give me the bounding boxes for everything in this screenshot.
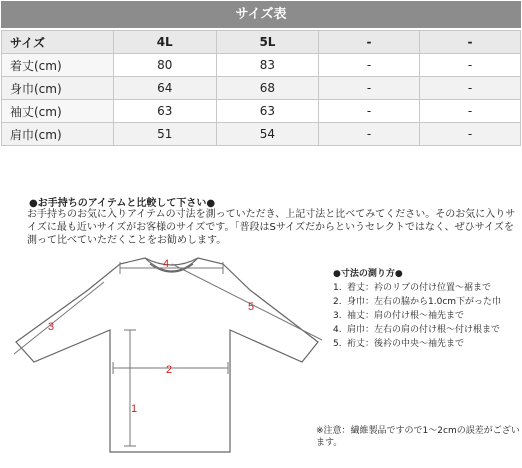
table-cell: 63: [216, 100, 318, 123]
measurement-guide-list: [333, 282, 519, 350]
label-body-length: 1: [131, 403, 138, 415]
table-cell: -: [420, 54, 521, 77]
item-text: 身巾：左右の脇から1.0cm下がった巾: [347, 297, 502, 307]
item-text: 肩巾：左右の肩の付け根〜付け根まで: [347, 325, 501, 335]
table-cell: 51: [113, 123, 216, 146]
table-cell: 80: [113, 54, 216, 77]
tolerance-note: ※注意：繊維製品ですので1〜2cmの誤差がございます。: [316, 426, 520, 448]
item-text: 裄丈：後衿の中央〜袖先まで: [347, 339, 465, 349]
garment-measurement-diagram: [0, 250, 330, 468]
table-cell: -: [420, 100, 521, 123]
item-text: 袖丈：肩の付け根〜袖先まで: [347, 311, 465, 321]
list-item: [333, 338, 519, 350]
table-cell: -: [319, 123, 420, 146]
item-text: 着丈：衿のリブの付け位置〜裾まで: [347, 283, 492, 293]
label-sleeve-length: 3: [48, 321, 55, 333]
list-item: [333, 282, 519, 294]
table-cell: -: [420, 77, 521, 100]
measurement-guide: [333, 268, 519, 352]
table-cell: -: [319, 77, 420, 100]
table-cell: 54: [216, 123, 318, 146]
size-table-header-row: [2, 31, 521, 54]
table-cell: 68: [216, 77, 318, 100]
item-number: 4.: [333, 325, 342, 335]
compare-heading: ●お手持ちのアイテムと比較して下さい●: [29, 198, 216, 209]
item-number: 5.: [333, 339, 342, 349]
table-row-label: 袖丈(cm): [2, 100, 114, 123]
yuki-length-line: [172, 264, 322, 340]
table-row: [2, 123, 521, 146]
table-cell: 83: [216, 54, 318, 77]
item-number: 2.: [333, 297, 342, 307]
measurement-labels: [48, 258, 254, 415]
table-row: [2, 54, 521, 77]
table-header-cell: -: [420, 31, 521, 54]
table-cell: 64: [113, 77, 216, 100]
table-row: [2, 77, 521, 100]
measurement-guide-title: ●寸法の測り方●: [333, 269, 403, 279]
compare-description: お手持ちのお気に入りアイテムの寸法を測っていただき、上記寸法と比べてみてください。そのお気に入りサイズに最も近いサイズがお客様のサイズです。「普段はSサイズだからというセレクトではなく、ぜひサイズを測って比べていただくことをお勧めします。: [27, 209, 516, 246]
table-row-label: 肩巾(cm): [2, 123, 114, 146]
table-row-label: 着丈(cm): [2, 54, 114, 77]
size-table: [1, 30, 521, 146]
label-yuki-length: 5: [248, 301, 255, 313]
measurement-lines: [14, 262, 322, 446]
table-header-cell: 4L: [113, 31, 216, 54]
table-cell: 63: [113, 100, 216, 123]
size-chart-title: サイズ表: [1, 1, 521, 28]
label-body-width: 2: [166, 364, 173, 376]
table-cell: -: [420, 123, 521, 146]
table-row-label: 身巾(cm): [2, 77, 114, 100]
table-header-cell: サイズ: [2, 31, 114, 54]
table-cell: -: [319, 54, 420, 77]
table-header-cell: 5L: [216, 31, 318, 54]
item-number: 3.: [333, 311, 342, 321]
sleeve-length-line: [14, 282, 104, 354]
table-header-cell: -: [319, 31, 420, 54]
label-shoulder-width: 4: [163, 258, 170, 270]
list-item: [333, 296, 519, 308]
shirt-outline: [16, 258, 318, 452]
item-number: 1.: [333, 283, 342, 293]
table-row: [2, 100, 521, 123]
list-item: [333, 324, 519, 336]
table-cell: -: [319, 100, 420, 123]
list-item: [333, 310, 519, 322]
